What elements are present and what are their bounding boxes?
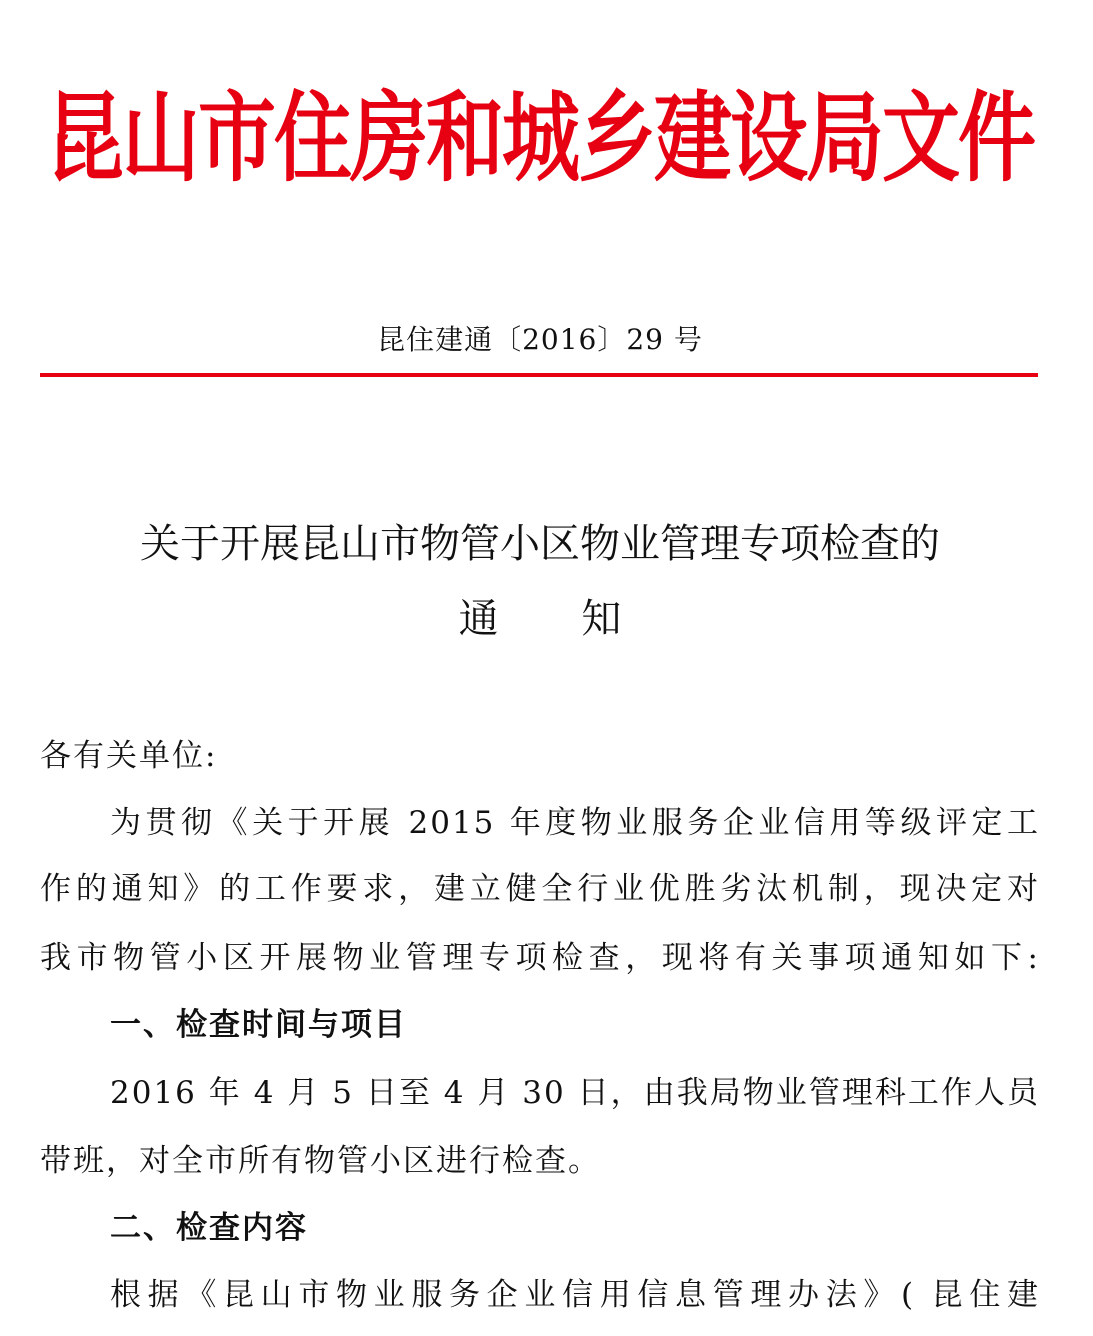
section-1-line-2: 带班，对全市所有物管小区进行检查。 <box>40 1143 601 1179</box>
red-divider-rule <box>40 373 1038 377</box>
document-number: 昆住建通〔2016〕29 号 <box>377 323 703 356</box>
salutation: 各有关单位: <box>40 738 218 774</box>
section-1-line-1: 2016 年 4 月 5 日至 4 月 30 日，由我局物业管理科工作人员 <box>110 1075 1040 1111</box>
section-1-heading: 一、检查时间与项目 <box>110 1007 407 1043</box>
section-2-line-1: 根据《昆山市物业服务企业信用信息管理办法》( 昆住建 <box>110 1277 1040 1313</box>
notice-title-line-2: 通 知 <box>458 596 622 642</box>
paragraph-1-line-2: 作的通知》的工作要求，建立健全行业优胜劣汰机制，现决定对 <box>40 871 1040 907</box>
section-2-heading: 二、检查内容 <box>110 1210 308 1246</box>
paragraph-1-line-3: 我市物管小区开展物业管理专项检查，现将有关事项通知如下: <box>40 940 1040 976</box>
masthead-title: 昆山市住房和城乡建设局文件 <box>45 83 1034 196</box>
notice-title-line-1: 关于开展昆山市物管小区物业管理专项检查的 <box>140 521 940 567</box>
paragraph-1-line-1: 为贯彻《关于开展 2015 年度物业服务企业信用等级评定工 <box>110 805 1040 841</box>
